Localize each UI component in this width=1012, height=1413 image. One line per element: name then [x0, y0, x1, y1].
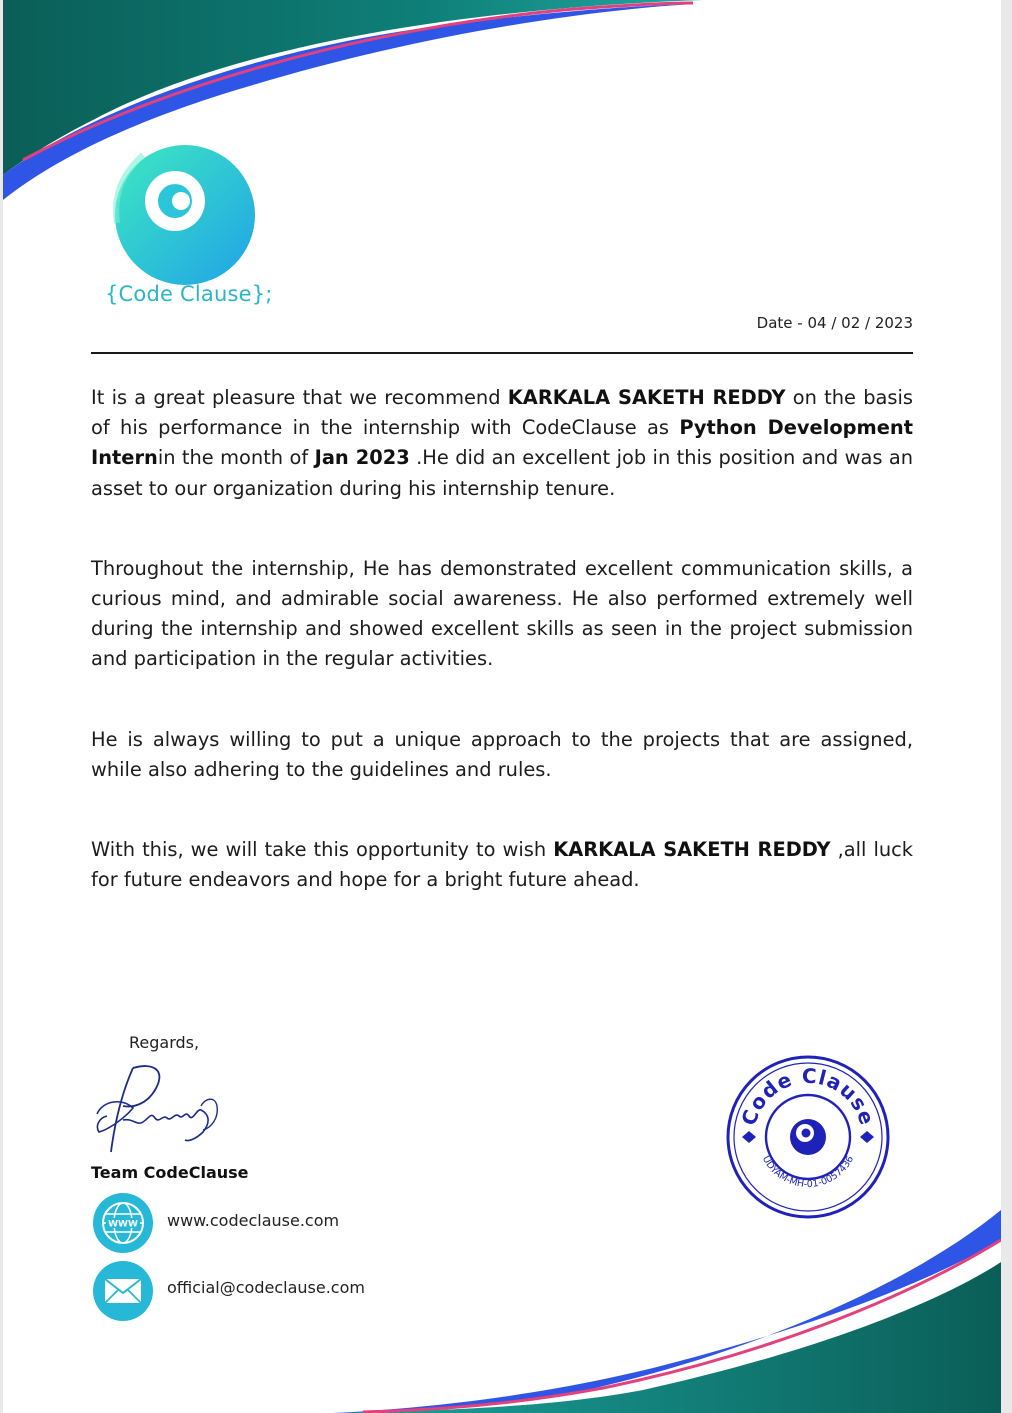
logo-wordmark: {Code Clause}; [105, 282, 273, 306]
company-stamp [724, 1053, 892, 1221]
stamp-logo-icon [790, 1119, 826, 1155]
recipient-name: KARKALA SAKETH REDDY [507, 386, 786, 409]
p4-text-b: ,all luck for future endeavors and hope for a bright future ahead. [91, 838, 914, 892]
globe-icon [92, 1192, 154, 1254]
svg-text:UDYAM-MH-01-0057436 [760, 1154, 856, 1190]
intern-role: Python Development Intern [91, 416, 913, 470]
star-icon [860, 1131, 874, 1143]
letter-body [91, 383, 913, 945]
star-icon [742, 1131, 756, 1143]
recipient-name-closing: KARKALA SAKETH REDDY [553, 838, 831, 862]
paragraph-1 [91, 383, 913, 504]
p1-text-d: .He did an excellent job in this position and was an asset to our organization during his internship tenure. [91, 446, 914, 500]
website-icon-label: WWW [108, 1219, 138, 1230]
paragraph-3: He is always willing to put a unique approach to the projects that are assigned, while also adhering to the guidelines and rules. [91, 727, 913, 781]
internship-month: Jan 2023 [314, 446, 410, 470]
stamp-top-text: Code Clause [736, 1063, 880, 1129]
envelope-icon [92, 1260, 154, 1322]
p1-text-a: It is a great pleasure that we recommend [91, 386, 508, 409]
p1-text-c: in the month of [157, 446, 315, 470]
letter-page [3, 0, 1001, 1413]
website-link[interactable]: www.codeclause.com [167, 1211, 340, 1230]
header-divider [91, 352, 913, 354]
team-name: Team CodeClause [91, 1163, 249, 1182]
regards-text: Regards, [129, 1033, 200, 1052]
signature-image [93, 1060, 233, 1160]
p4-text-a: With this, we will take this opportunity to wish [91, 838, 554, 862]
paragraph-2: Throughout the internship, He has demonstrated excellent communication skills, a curious mind, and admirable social awareness. He also performed extremely well during the internship and showed excellent skills as seen in the project submission and participation in the regular activities. [91, 556, 913, 671]
stamp-registration-number: UDYAM-MH-01-0057436 [759, 1154, 857, 1191]
paragraph-4 [91, 835, 913, 895]
p1-text-b: on the basis of his performance in the internship with CodeClause as [91, 386, 914, 440]
letter-date: Date - 04 / 02 / 2023 [756, 314, 913, 332]
email-link[interactable]: official@codeclause.com [167, 1278, 365, 1297]
